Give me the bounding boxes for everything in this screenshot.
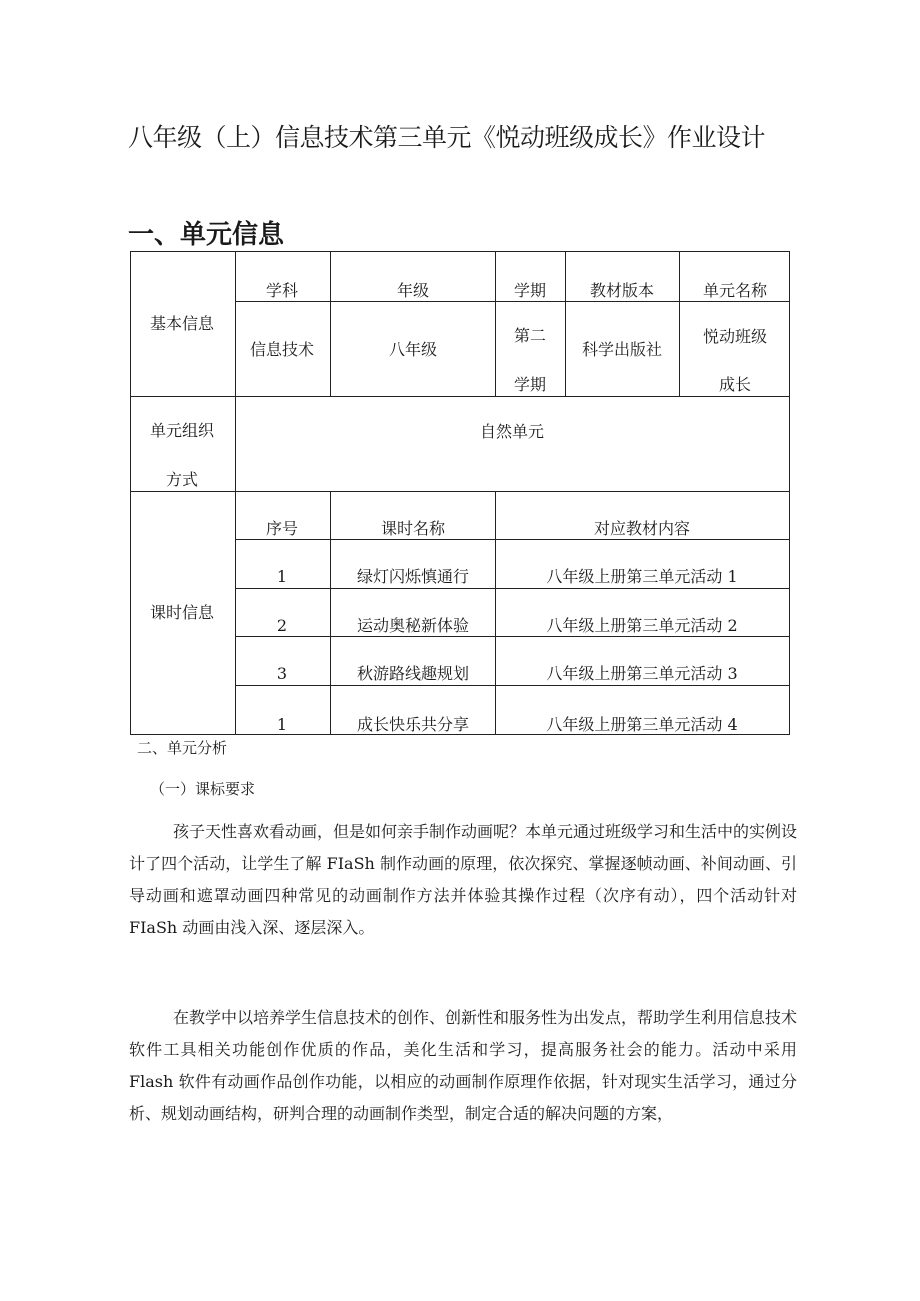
table-rule	[495, 251, 496, 396]
header-subject: 学科	[265, 281, 299, 300]
table-rule	[235, 588, 790, 589]
analysis-paragraph: 在教学中以培养学生信息技术的创作、创新性和服务性为出发点，帮助学生利用信息技术软件工具相关功能创作优质的作品，美化生活和学习，提高服务社会的能力。活动中采用 Flash 软件有动画作品创作功能，以相应的动画制作原理作依据，针对现实生活学习，通过分析、规划动画结构，研判合理的动画制作类型，制定合适的解决问题的方案，	[129, 1008, 798, 1123]
table-rule	[235, 685, 790, 686]
table-border-bottom	[130, 734, 790, 735]
lesson-content: 八年级上册第三单元活动 4	[546, 715, 738, 734]
table-border-right	[789, 251, 790, 735]
table-border-left	[130, 251, 131, 735]
table-rule	[679, 251, 680, 396]
lesson-content: 八年级上册第三单元活动 1	[546, 567, 738, 586]
table-border-top	[130, 251, 790, 252]
lesson-name: 成长快乐共分享	[356, 715, 470, 734]
table-rule	[565, 251, 566, 396]
value-unit-name-line1: 悦动班级	[702, 327, 768, 346]
table-rule	[130, 396, 790, 397]
lesson-no: 3	[276, 664, 288, 683]
header-unit-name: 单元名称	[702, 281, 768, 300]
header-lesson-name: 课时名称	[380, 519, 446, 538]
organization-label-line2: 方式	[165, 470, 199, 489]
lesson-name: 运动奥秘新体验	[356, 616, 470, 635]
organization-label-line1: 单元组织	[149, 421, 215, 440]
table-rule	[235, 539, 790, 540]
header-lesson-no: 序号	[265, 519, 299, 538]
table-rule	[235, 636, 790, 637]
value-unit-name-line2: 成长	[718, 375, 752, 394]
header-grade: 年级	[396, 281, 430, 300]
lesson-name: 秋游路线趣规划	[356, 664, 470, 683]
subsection-heading-curriculum: （一）课标要求	[150, 780, 256, 798]
table-rule	[235, 251, 236, 735]
table-rule	[495, 491, 496, 735]
section-heading-unit-info: 一、单元信息	[128, 220, 285, 250]
lesson-no: 1	[276, 567, 288, 586]
value-semester-line2: 学期	[513, 375, 547, 394]
lesson-no: 1	[276, 715, 288, 734]
lesson-name: 绿灯闪烁慎通行	[356, 567, 470, 586]
basic-info-label: 基本信息	[149, 314, 215, 333]
table-rule	[330, 251, 331, 396]
lesson-content: 八年级上册第三单元活动 3	[546, 664, 738, 683]
table-rule	[235, 301, 790, 302]
value-grade: 八年级	[388, 340, 438, 359]
lesson-no: 2	[276, 616, 288, 635]
header-lesson-content: 对应教材内容	[593, 519, 691, 538]
value-subject: 信息技术	[249, 340, 315, 359]
unit-info-table	[130, 251, 790, 735]
lesson-content: 八年级上册第三单元活动 2	[546, 616, 738, 635]
section-heading-analysis: 二、单元分析	[137, 739, 228, 757]
header-textbook: 教材版本	[589, 281, 655, 300]
analysis-paragraph: 孩子天性喜欢看动画，但是如何亲手制作动画呢？本单元通过班级学习和生活中的实例设计了四个活动，让学生了解 FIaSh 制作动画的原理，依次探究、掌握逐帧动画、补间动画、引导动画和遮罩动画四种常见的动画制作方法并体验其操作过程（次序有动），四个活动针对 FIaSh 动画由浅入深、逐层深入。	[129, 822, 798, 937]
table-rule	[330, 491, 331, 735]
lessons-label: 课时信息	[149, 603, 215, 622]
value-textbook: 科学出版社	[581, 340, 663, 359]
table-rule	[130, 491, 790, 492]
document-title: 八年级（上）信息技术第三单元《悦动班级成长》作业设计	[128, 123, 766, 152]
value-semester-line1: 第二	[513, 326, 547, 345]
header-semester: 学期	[513, 281, 547, 300]
organization-value: 自然单元	[479, 422, 545, 441]
